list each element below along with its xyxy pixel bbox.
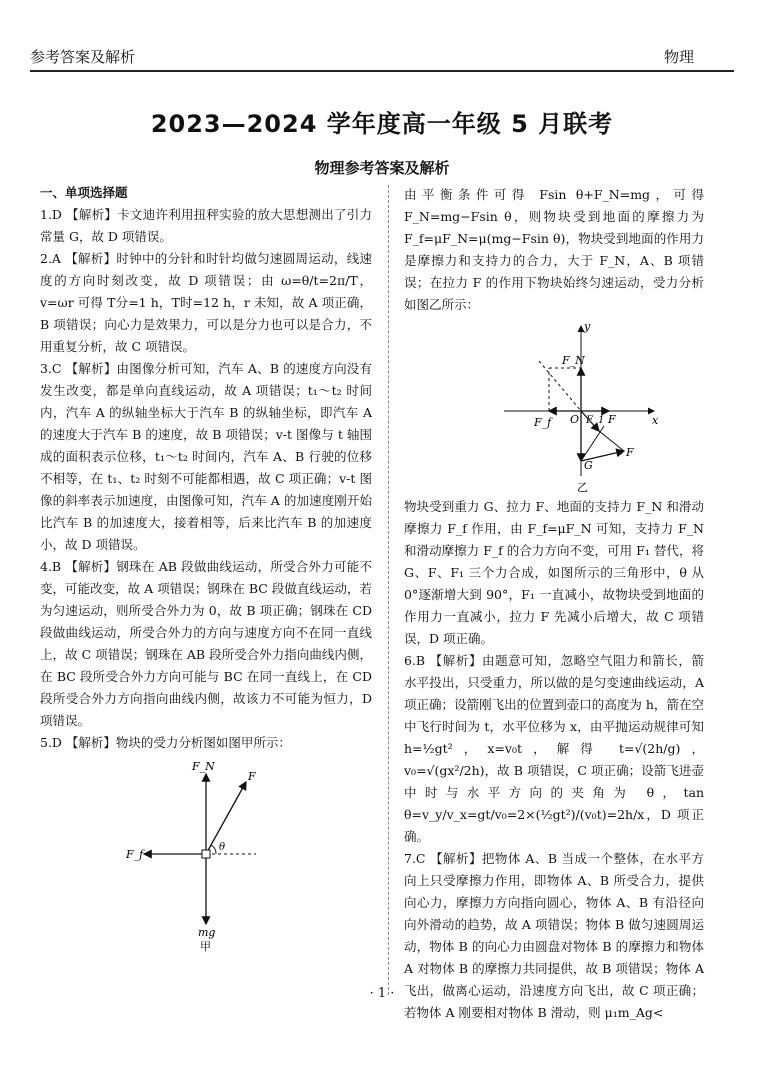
yi-label-f: F xyxy=(608,413,616,426)
yi-label-fn: F_N xyxy=(562,354,585,367)
answer-6: 6.B 【解析】由题意可知，忽略空气阻力和箭长，箭水平投出，只受重力，所以做的是匀变速曲线运动，A 项正确；设箭刚飞出的位置到壶口的高度为 h，箭在空中飞行时间为 t，水平位移为 x，由平抛运动规律可知 h=½gt²，x=v₀t，解得 t=√(2h/g)，v₀=√(gx²/2h)，故 B 项错误，C 项正确；设箭飞进壶中时与水平方向的夹角为 θ，tan θ=v_y/v_x=gt/v₀=2×(½gt²)/(v₀t)=2h/x，D 项正确。 xyxy=(404,653,704,844)
page-title: 2023—2024 学年度高一年级 5 月联考 xyxy=(150,110,614,138)
label-mg: mg xyxy=(198,926,216,939)
yi-label-y: y xyxy=(584,320,591,333)
pull-force-arrow xyxy=(206,782,246,854)
force-diagram-jia xyxy=(116,754,296,954)
page-header xyxy=(0,0,764,72)
caption-jia: 甲 xyxy=(200,940,211,953)
theta-arc xyxy=(211,845,216,854)
yi-label-f1: F_1 xyxy=(586,415,605,426)
section-heading: 一、单项选择题 xyxy=(40,185,128,200)
page-number: · 1 · xyxy=(369,986,395,1001)
answer-3: 3.C 【解析】由图像分析可知，汽车 A、B 的速度方向没有发生改变，都是单向直线运动，故 A 项错误；t₁～t₂ 时间内，汽车 A 的纵轴坐标大于汽车 B 的纵轴坐标，即汽车 A 的速度大于汽车 B 的速度，故 B 项错误；v-t 图像与 t 轴围成的面积表示位移，t₁～t₂ 时间内，汽车 A、B 行驶的位移不相等，在 t₁、t₂ 时刻不可能都相遇，故 C 项正确；v-t 图像的斜率表示加速度，由图像可知，汽车 A 的加速度刚开始比汽车 B 的加速度大，接着相等，后来比汽车 B 的加速度小，故 D 项错误。 xyxy=(40,361,372,552)
yi-label-ff: F_f xyxy=(534,416,552,429)
caption-yi: 乙 xyxy=(577,481,588,494)
label-fn: F_N xyxy=(192,760,215,773)
answer-1: 1.D 【解析】卡文迪许利用扭秤实验的放大思想测出了引力常量 G，故 D 项错误。 xyxy=(40,207,372,244)
page-subtitle: 物理参考答案及解析 xyxy=(314,159,450,177)
answer-4: 4.B 【解析】钢珠在 AB 段做曲线运动，所受合外力可能不变，可能改变，故 A 项错误；钢珠在 BC 段做直线运动，若为匀速运动，则所受合外力为 0，故 B 项正确；钢珠在 CD 段做曲线运动，所受合外力的方向与速度方向不在同一直线上，故 C 项错误；钢珠在 AB 段所受合外力指向曲线内侧，在 BC 段所受合外力方向可能与 BC 在同一直线上，在 CD 段所受合外力方向指向曲线内侧，故该力不可能为恒力，D 项错误。 xyxy=(40,559,372,728)
label-f: F xyxy=(248,770,256,783)
header-rule xyxy=(30,70,734,72)
block-square xyxy=(202,850,210,858)
yi-label-o: O xyxy=(570,413,580,426)
column-divider xyxy=(388,185,389,995)
answer-5-continued: 由平衡条件可得 Fsin θ+F_N=mg，可得 F_N=mg−Fsin θ，则物块受到地面的摩擦力为 F_f=μF_N=μ(mg−Fsin θ)，物块受到地面的作用力是摩擦力和支持力的合力，大于 F_N，A、B 项错误；在拉力 F 的作用下物块始终匀速运动，受力分析如图乙所示： xyxy=(404,187,704,312)
answer-7: 7.C 【解析】把物体 A、B 当成一个整体，在水平方向上只受摩擦力作用，即物体 A、B 所受合力，提供向心力，摩擦力方向指向圆心，物体 A、B 有沿径向向外滑动的趋势，故 A 项错误；物体 B 做匀速圆周运动，物体 B 的向心力由圆盘对物体 B 的摩擦力和物体 A 对物体 B 的摩擦力共同提供，故 B 项错误；物体 A 飞出，做离心运动，沿速度方向飞出，故 C 项正确；若物体 A 刚要相对物体 B 滑动，则 μ₁m_Ag< xyxy=(404,851,704,1020)
yi-triangle-side xyxy=(599,431,624,451)
yi-triangle-side-2 xyxy=(581,426,604,461)
force-diagram-yi xyxy=(434,316,674,496)
answer-5-analysis: 物块受到重力 G、拉力 F、地面的支持力 F_N 和滑动摩擦力 F_f 作用，由 F_f=μF_N 可知，支持力 F_N 和滑动摩擦力 F_f 的合力方向不变，可用 F₁ 替代，将 G、F、F₁ 三个力合成，如图所示的三角形中，θ 从 0°逐渐增大到 90°，F₁ 一直减小，故物块受到地面的作用力一直减小，拉力 F 先减小后增大，故 C 项错误，D 项正确。 xyxy=(404,499,704,646)
right-column xyxy=(404,184,704,1024)
answer-2: 2.A 【解析】时钟中的分针和时针均做匀速圆周运动，线速度的方向时刻改变，故 D 项错误；由 ω=θ/t=2π/T，v=ωr 可得 T分=1 h，T时=12 h，r 未知，故 A 项正确，B 项错误；向心力是效果力，可以是分力也可以是合力，不用重复分析，故 C 项错误。 xyxy=(40,251,372,354)
label-ff: F_f xyxy=(126,848,144,861)
yi-label-x: x xyxy=(652,414,659,427)
answer-5: 5.D 【解析】物块的受力分析图如图甲所示： xyxy=(40,735,291,750)
label-theta: θ xyxy=(219,842,226,853)
yi-label-g: G xyxy=(584,459,593,472)
left-column xyxy=(40,182,372,954)
yi-label-f-resultant: F xyxy=(626,446,634,459)
header-left-label: 参考答案及解析 xyxy=(30,48,136,66)
header-subject-label: 物理 xyxy=(663,48,694,66)
